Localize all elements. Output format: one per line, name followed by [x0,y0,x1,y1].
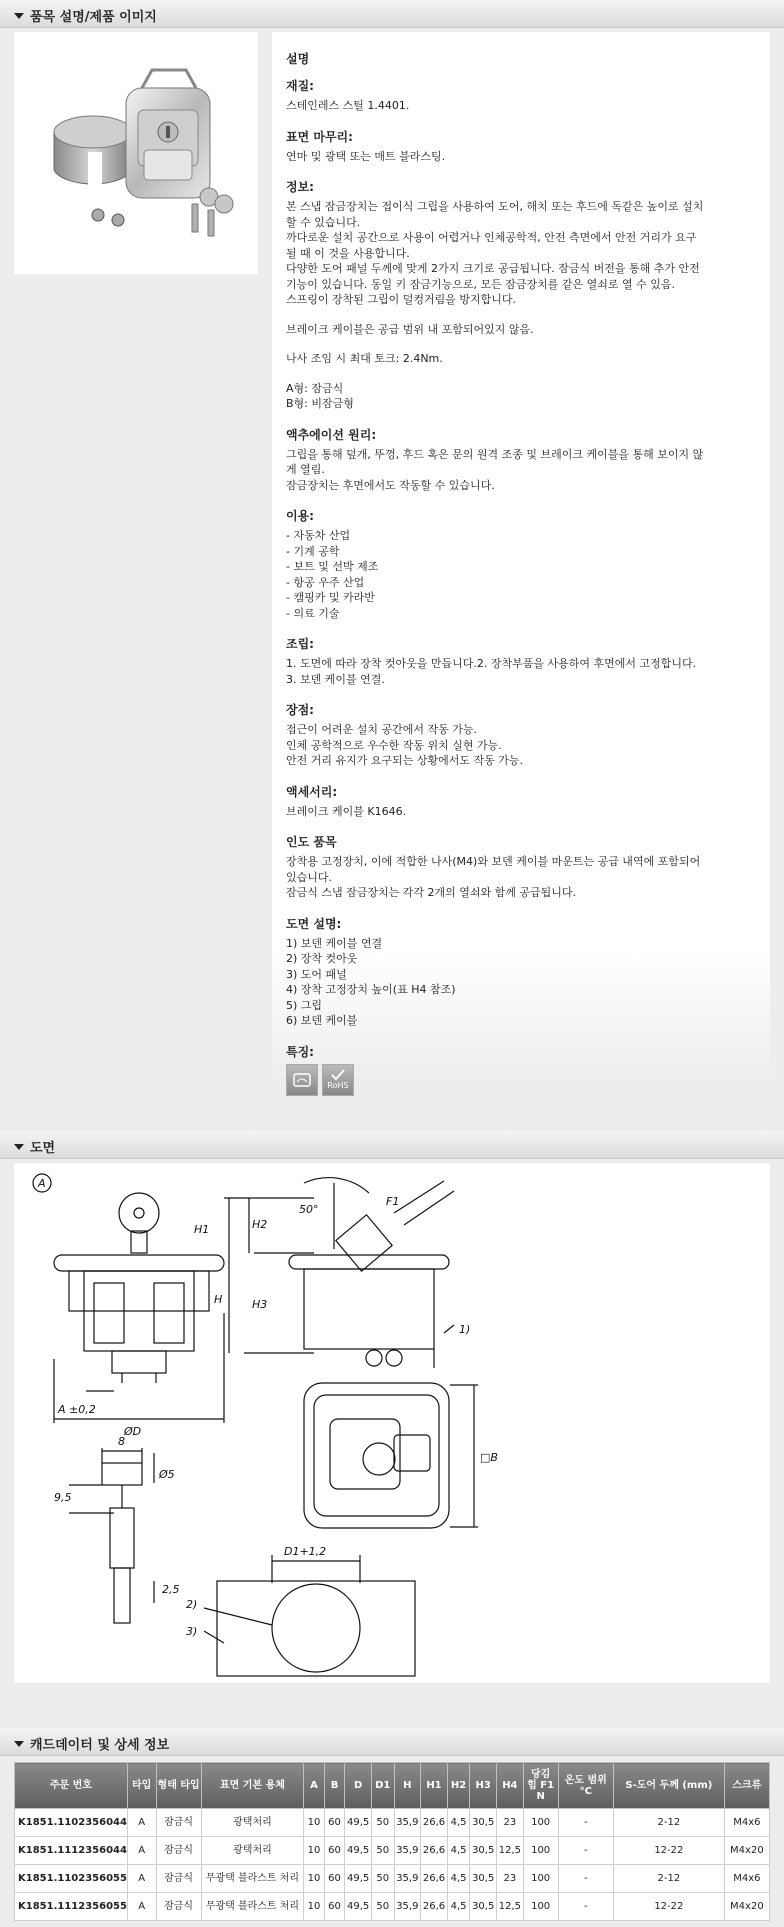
usage-heading: 이용: [286,509,314,523]
legend-item: 6) 보덴 케이블 [286,1014,358,1027]
dim-8: 8 [118,1435,125,1448]
col-header: 타입 [127,1763,156,1809]
section-header-drawing[interactable] [0,1131,784,1159]
table-cell: 잠금식 [156,1893,201,1921]
actuation-line: 잠금장치는 후면에서도 작동할 수 있습니다. [286,478,495,492]
drawing-section [0,1131,784,1691]
table-cell: 10 [304,1893,325,1921]
variant-a-label: A [38,1177,46,1190]
col-header: 형태 타입 [156,1763,201,1809]
legend-item: 2) 장착 컷아웃 [286,952,358,965]
delivery-line: 잠금식 스냅 잠금장치는 각각 2개의 열쇠와 함께 공급됩니다. [286,886,576,899]
delivery-line: 있습니다. [286,870,333,884]
table-cell: 26,6 [421,1809,448,1837]
info-line: 스프링이 장착된 그립이 덜컹거림을 방지합니다. [286,293,517,306]
table-cell: 잠금식 [156,1837,201,1865]
table-cell: 100 [523,1865,558,1893]
table-cell: 60 [324,1865,345,1893]
info-line: 다양한 도어 패널 두께에 맞게 2가지 크기로 공급됩니다. 잠금식 버전을 통해 추가 안전 [286,262,700,275]
rohs-feature-icon [322,1064,354,1096]
accessory-text: 브레이크 케이블 K1646. [286,804,407,818]
table-cell: 12-22 [613,1893,724,1921]
description-panel [272,32,770,1090]
section-title: 품목 설명/제품 이미지 [30,10,157,25]
description-section [0,28,784,1112]
col-header: H3 [470,1763,497,1809]
type-line: B형: 비잠금형 [286,397,354,410]
table-cell: M4x6 [724,1809,769,1837]
table-cell: - [558,1893,613,1921]
legend-item: 4) 장착 고정장치 높이(표 H4 참조) [286,983,456,996]
usage-item: - 자동차 산업 [286,529,351,542]
table-cell: 49,5 [345,1865,372,1893]
merit-heading: 장점: [286,703,314,717]
table-cell: 광택처리 [201,1809,304,1837]
table-cell: 49,5 [345,1809,372,1837]
assembly-line: 3. 보덴 케이블 연결. [286,672,385,686]
merit-line: 접근이 어려운 설치 공간에서 작동 가능. [286,723,477,736]
table-cell: 50 [371,1865,394,1893]
table-cell: 100 [523,1837,558,1865]
table-cell: 30,5 [470,1837,497,1865]
technical-drawing-svg [14,1163,770,1683]
table-cell: A [127,1837,156,1865]
info-heading: 정보: [286,180,314,194]
table-cell: 10 [304,1865,325,1893]
dim-angle: 50° [299,1203,319,1216]
section-header-description[interactable] [0,0,784,28]
table-cell: 100 [523,1893,558,1921]
table-cell: 26,6 [421,1865,448,1893]
col-header: D1 [371,1763,394,1809]
table-cell: 23 [497,1865,524,1893]
assembly-line: 1. 도면에 따라 장착 컷아웃을 만듭니다.2. 장착부품을 사용하여 후면에서 고정합니다. [286,657,697,670]
usage-item: - 캠핑카 및 카라반 [286,591,375,604]
collapse-triangle-icon [14,1741,24,1747]
section-title: 도면 [30,1141,56,1156]
usage-item: - 항공 우주 산업 [286,575,365,589]
table-cell: - [558,1837,613,1865]
actuation-line: 그립을 통해 덮개, 뚜껑, 후드 혹은 문의 원격 조종 및 브레이크 케이블을 통해 보이지 않 [286,447,704,461]
legend-item: 3) 도어 패널 [286,967,347,981]
accessory-heading: 액세서리: [286,784,338,799]
legend-item: 1) 보덴 케이블 연결 [286,936,383,950]
table-cell: 무광택 블라스트 처리 [201,1893,304,1921]
table-cell: 35,9 [394,1809,421,1837]
table-cell: 무광택 블라스트 처리 [201,1865,304,1893]
brake-note: 브레이크 케이블은 공급 범위 내 포함되어있지 않음. [286,322,534,336]
sealed-feature-icon [286,1064,318,1096]
col-header: A [304,1763,325,1809]
dim-h2: H2 [252,1218,268,1231]
table-cell: 2-12 [613,1809,724,1837]
table-cell: 30,5 [470,1893,497,1921]
dim-f1: F1 [386,1195,400,1208]
delivery-heading: 인도 품목 [286,835,337,849]
collapse-triangle-icon [14,13,24,19]
callout-1: 1) [459,1323,471,1336]
table-row[interactable] [15,1809,770,1837]
table-cell: 26,6 [421,1837,448,1865]
dim-d: ØD [124,1425,142,1438]
table-cell: 4,5 [447,1809,470,1837]
table-cell: 잠금식 [156,1865,201,1893]
table-cell: 26,6 [421,1893,448,1921]
finish-text: 연마 및 광택 또는 매트 블라스팅. [286,149,446,163]
dim-a: A ±0,2 [58,1403,96,1416]
col-header: 스크류 [724,1763,769,1809]
finish-heading: 표면 마무리: [286,129,353,144]
rohs-label: RoHS [327,1081,349,1090]
col-header: 표면 기본 용체 [201,1763,304,1809]
cad-section [0,1728,784,1927]
info-line: 본 스냅 잠금장치는 접이식 그립을 사용하여 도어, 해치 또는 후드에 독같은 높이로 설치 [286,200,704,213]
technical-drawing [14,1163,770,1683]
legend-heading: 도면 설명: [286,916,342,931]
table-cell: 49,5 [345,1893,372,1921]
dim-d1: D1+1,2 [284,1545,327,1558]
desc-title: 설명 [286,52,310,66]
info-line: 할 수 있습니다. [286,215,361,229]
col-header: H4 [497,1763,524,1809]
table-cell: 60 [324,1837,345,1865]
col-header: 온도 범위 °C [558,1763,613,1809]
col-header: H [394,1763,421,1809]
table-cell: 4,5 [447,1837,470,1865]
feature-heading: 특징: [286,1044,314,1059]
table-cell: 광택처리 [201,1837,304,1865]
info-line: 기능이 있습니다. 동일 키 잠금기능으로, 모든 잠금장치를 같은 열쇠로 열 수 있음. [286,277,675,291]
table-cell: A [127,1865,156,1893]
usage-item: - 의료 기술 [286,606,340,620]
dim-h: H [214,1293,223,1306]
col-header: D [345,1763,372,1809]
dim-9-5: 9,5 [54,1491,72,1504]
merit-line: 안전 거리 유지가 요구되는 상황에서도 작동 가능. [286,754,523,767]
table-cell: 50 [371,1809,394,1837]
table-cell: 23 [497,1809,524,1837]
col-header: S-도어 두께 (mm) [613,1763,724,1809]
table-cell: 50 [371,1837,394,1865]
merit-line: 인체 공학적으로 우수한 작동 위치 실현 가능. [286,738,502,752]
type-line: A형: 잠금식 [286,381,344,395]
table-cell: M4x20 [724,1893,769,1921]
dim-b: □B [480,1451,498,1464]
table-row[interactable] [15,1865,770,1893]
collapse-triangle-icon [14,1144,24,1150]
dim-d5: Ø5 [159,1468,175,1481]
table-row[interactable] [15,1837,770,1865]
legend-item: 5) 그립 [286,998,323,1012]
dim-h1: H1 [194,1223,210,1236]
dim-h3: H3 [252,1298,268,1311]
table-cell: 30,5 [470,1865,497,1893]
actuation-heading: 액추에이션 원리: [286,427,377,442]
table-cell: 2-12 [613,1865,724,1893]
dim-2-5: 2,5 [162,1583,180,1596]
callout-2: 2) [186,1598,198,1611]
order-number-link[interactable]: K1851.1102356044 [15,1809,128,1837]
table-cell: 12,5 [497,1893,524,1921]
order-number-link[interactable]: K1851.1112356055 [15,1893,128,1921]
table-cell: 30,5 [470,1809,497,1837]
col-header: H1 [421,1763,448,1809]
section-title: 캐드데이터 및 상세 정보 [30,1738,170,1753]
table-cell: 12-22 [613,1837,724,1865]
table-cell: 12,5 [497,1837,524,1865]
table-cell: 4,5 [447,1893,470,1921]
table-cell: 60 [324,1893,345,1921]
table-cell: 10 [304,1809,325,1837]
assembly-heading: 조립: [286,637,314,651]
order-number-link[interactable]: K1851.1112356044 [15,1837,128,1865]
col-header: B [324,1763,345,1809]
col-header: 당김 힘 F1 N [523,1763,558,1809]
table-cell: 35,9 [394,1865,421,1893]
cad-table [14,1762,770,1921]
info-line: 될 때 이 것을 사용합니다. [286,246,410,260]
info-line: 까다로운 설치 공간으로 사용이 어렵거나 인체공학적, 안전 측면에서 안전 거리가 요구 [286,231,697,244]
order-number-link[interactable]: K1851.1102356055 [15,1865,128,1893]
table-cell: 35,9 [394,1893,421,1921]
actuation-line: 게 열림. [286,463,325,476]
table-cell: 10 [304,1837,325,1865]
delivery-line: 장착용 고정장치, 이에 적합한 나사(M4)와 보덴 케이블 마운트는 공급 내역에 포함되어 [286,855,701,868]
table-cell: M4x6 [724,1865,769,1893]
col-header: 주문 번호 [15,1763,128,1809]
table-row[interactable] [15,1893,770,1921]
table-cell: 49,5 [345,1837,372,1865]
table-cell: - [558,1809,613,1837]
table-cell: A [127,1809,156,1837]
table-cell: 50 [371,1893,394,1921]
col-header: H2 [447,1763,470,1809]
torque-note: 나사 조임 시 최대 토크: 2.4Nm. [286,352,443,365]
table-cell: 35,9 [394,1837,421,1865]
table-cell: M4x20 [724,1837,769,1865]
table-cell: - [558,1865,613,1893]
table-cell: 100 [523,1809,558,1837]
table-cell: 잠금식 [156,1809,201,1837]
table-cell: 4,5 [447,1865,470,1893]
section-header-cad[interactable] [0,1728,784,1756]
table-cell: A [127,1893,156,1921]
material-heading: 재질: [286,79,314,93]
usage-item: - 기계 공학 [286,544,340,558]
callout-3: 3) [186,1625,198,1638]
product-image-icon [14,32,258,274]
table-cell: 60 [324,1809,345,1837]
material-text: 스테인레스 스틸 1.4401. [286,99,410,112]
product-photo [14,32,258,274]
usage-item: - 보트 및 선박 제조 [286,560,379,573]
table-header-row [15,1763,770,1809]
